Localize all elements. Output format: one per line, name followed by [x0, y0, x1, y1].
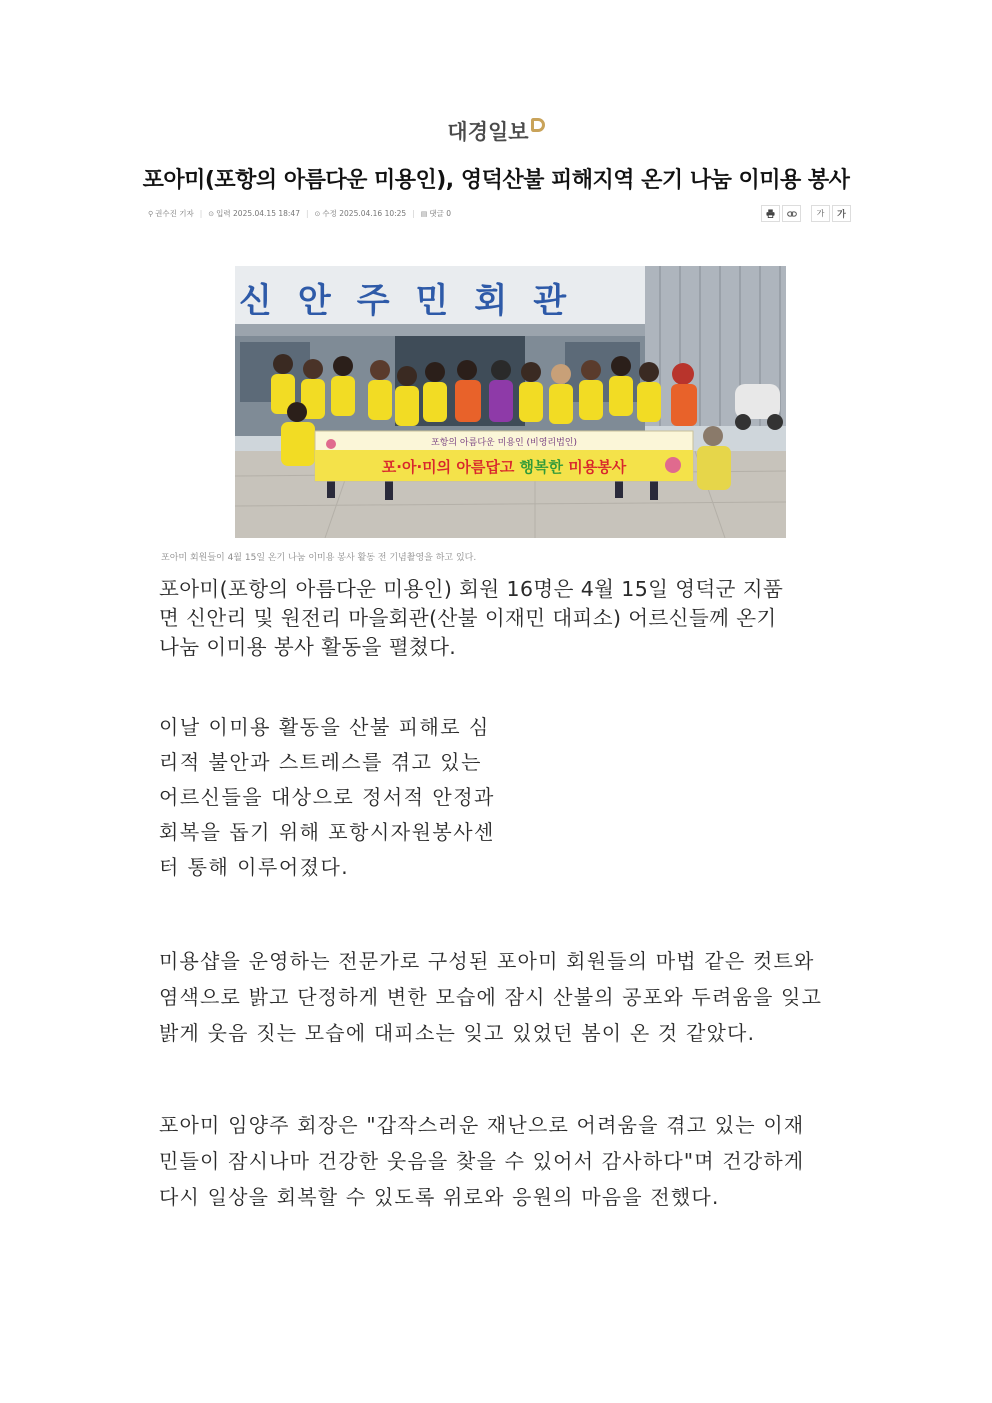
modified-time: ⊙ 수정 2025.04.16 10:25 [314, 209, 407, 218]
group-photo [235, 266, 786, 538]
clock-icon: ⊙ [314, 209, 321, 218]
logo-text: 대경일보 [447, 120, 529, 144]
article-tools [761, 205, 853, 222]
author: ⚲ 권수진 기자 [148, 209, 194, 218]
banner-heart-icon [326, 439, 336, 449]
published-time: ⊙ 입력 2025.04.15 18:47 [208, 209, 300, 218]
clock-icon: ⊙ [208, 209, 215, 218]
print-icon [766, 209, 775, 218]
article-photo [235, 266, 786, 538]
print-button[interactable] [761, 205, 780, 222]
font-increase-button[interactable]: 가 [832, 205, 851, 222]
site-logo[interactable] [0, 116, 992, 146]
link-icon [787, 210, 797, 218]
article-headline: 포아미(포항의 아름다운 미용인), 영덕산불 피해지역 온기 나눔 이미용 봉사 [142, 168, 850, 193]
comment-icon: ▤ [420, 209, 428, 218]
meta-divider: | [305, 209, 309, 218]
article-paragraph: 미용샵을 운영하는 전문가로 구성된 포아미 회원들의 마법 같은 컷트와 염색으로 밝고 단정하게 변한 모습에 잠시 산불의 공포와 두려움을 잊고 밝게 웃음 짓는 모습에 대피소는 잊고 있었던 봄이 온 것 같았다. [159, 949, 823, 1045]
person-icon: ⚲ [148, 209, 154, 218]
logo-mark-icon [531, 118, 545, 132]
font-decrease-button[interactable]: 가 [811, 205, 830, 222]
article-paragraph: 포아미(포항의 아름다운 미용인) 회원 16명은 4월 15일 영덕군 지품면 신안리 및 원전리 마을회관(산불 이재민 대피소) 어르신들께 온기 나눔 이미용 봉사 활동을 펼쳤다. [159, 577, 784, 659]
banner-heart-icon [665, 457, 681, 473]
article-paragraph: 이날 이미용 활동을 산불 피해로 심리적 불안과 스트레스를 겪고 있는 어르신들을 대상으로 정서적 안정과 회복을 돕기 위해 포항시자원봉사센터 통해 이루어졌다. [159, 715, 495, 879]
copy-link-button[interactable] [782, 205, 801, 222]
article-paragraph: 포아미 임양주 회장은 "갑작스러운 재난으로 어려움을 겪고 있는 이재민들이 잠시나마 건강한 웃음을 찾을 수 있어서 감사하다"며 건강하게 다시 일상을 회복할 수 있도록 위로와 응원의 마음을 전했다. [159, 1113, 805, 1209]
building-sign: 신안주민회관 [239, 281, 593, 321]
photo-caption: 포아미 회원들이 4월 15일 온기 나눔 이미용 봉사 활동 전 기념촬영을 하고 있다. [161, 553, 477, 563]
meta-divider: | [199, 209, 203, 218]
banner-subtitle: 포항의 아름다운 미용인 (비영리법인) [430, 438, 578, 448]
comment-count[interactable]: ▤ 댓글 0 [420, 209, 452, 218]
meta-divider: | [412, 209, 415, 218]
banner-title: 포·아·미의 아름답고 행복한 미용봉사 [381, 458, 627, 476]
article-meta [148, 208, 451, 219]
